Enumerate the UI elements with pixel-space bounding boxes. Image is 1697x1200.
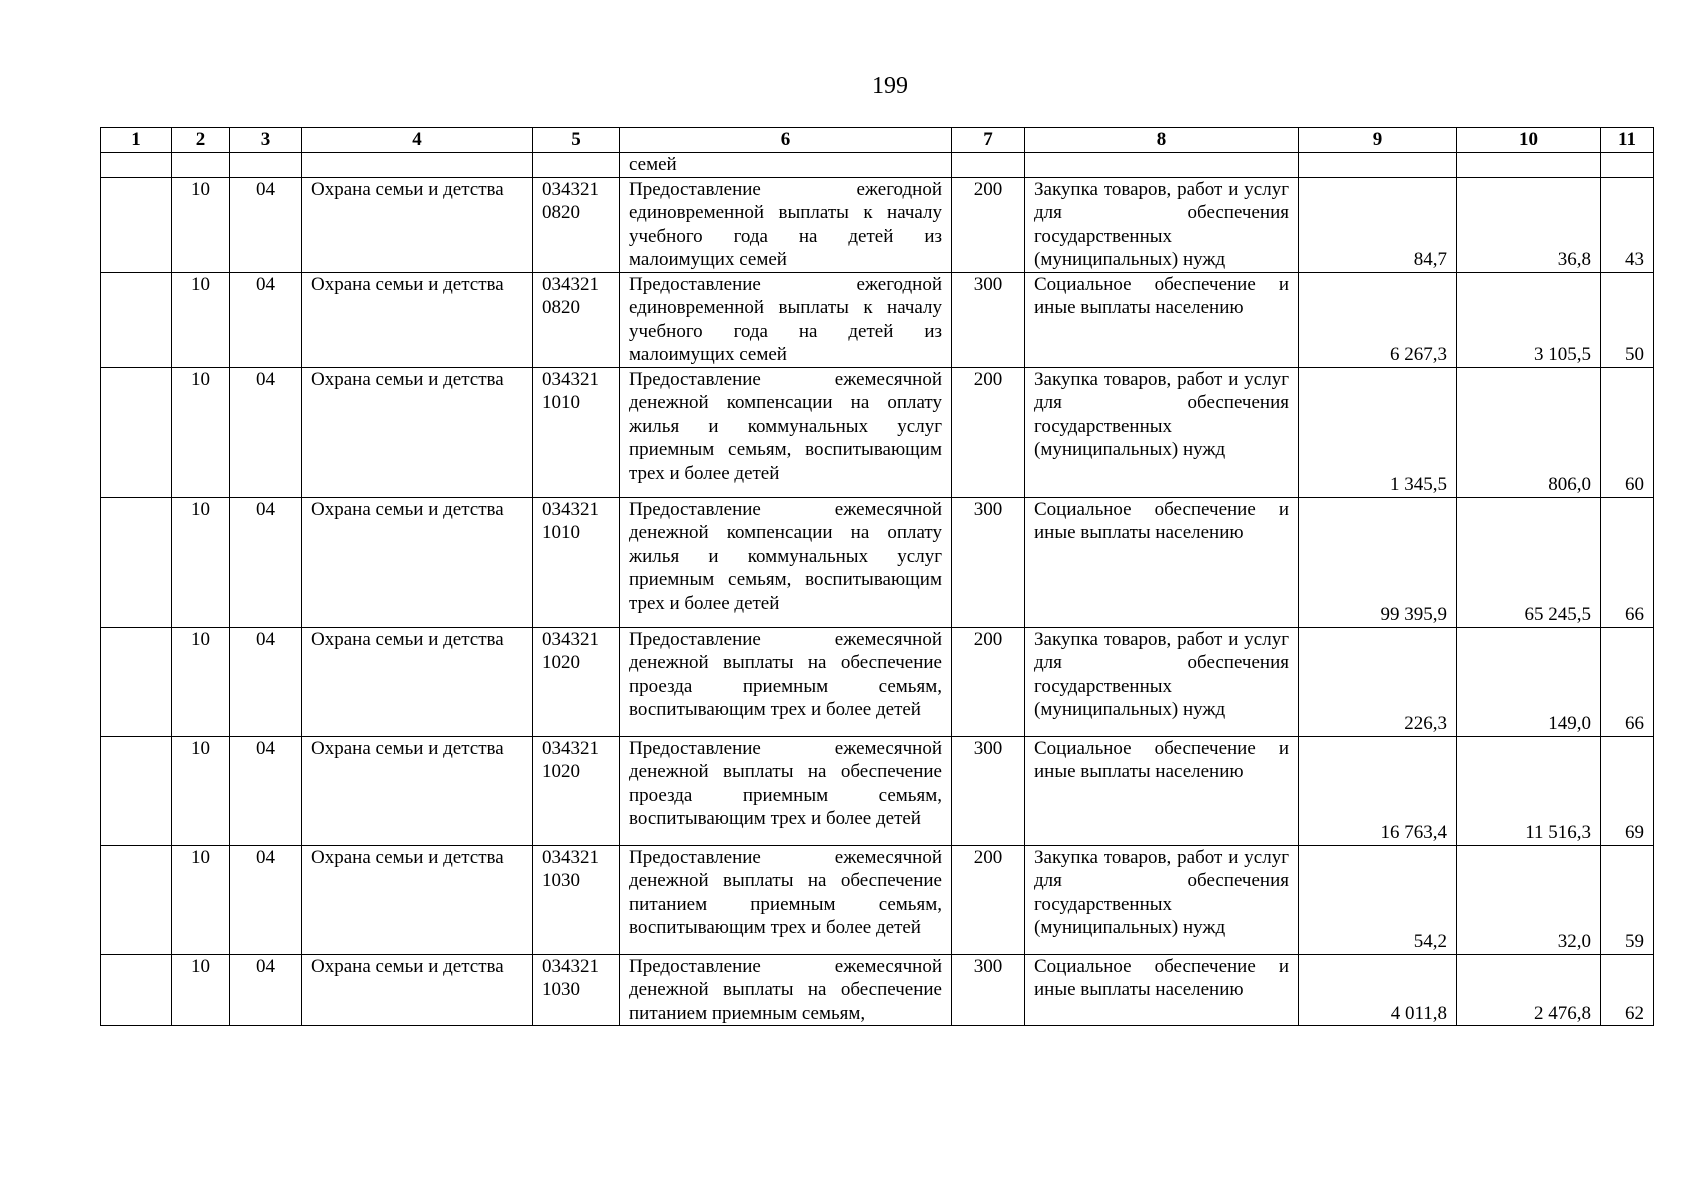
header-cell: 3	[230, 128, 302, 153]
table-row	[101, 177, 1654, 272]
table-row	[101, 627, 1654, 736]
actual-amount-cell: 32,0	[1457, 845, 1601, 954]
header-cell: 4	[302, 128, 533, 153]
target-article-cell: 034321 0820	[533, 177, 620, 272]
target-article-cell: 034321 1030	[533, 954, 620, 1026]
percent-cell: 62	[1601, 954, 1654, 1026]
header-cell: 10	[1457, 128, 1601, 153]
description-cell: Предоставление ежемесячной денежной выплаты на обеспечение питанием приемным семьям,	[620, 954, 952, 1026]
plan-amount-cell: 6 267,3	[1299, 272, 1457, 367]
plan-amount-cell: 1 345,5	[1299, 367, 1457, 497]
actual-amount-cell: 149,0	[1457, 627, 1601, 736]
subsection-code-cell: 04	[230, 177, 302, 272]
description-cell: Предоставление ежегодной единовременной выплаты к началу учебного года на детей из малоимущих семей	[620, 177, 952, 272]
subsection-code-cell: 04	[230, 736, 302, 845]
subsection-name-cell: Охрана семьи и детства	[302, 845, 533, 954]
section-code-cell: 10	[172, 627, 230, 736]
table-row	[101, 367, 1654, 497]
header-row	[101, 128, 1654, 153]
subsection-code-cell: 04	[230, 627, 302, 736]
subsection-code-cell: 04	[230, 497, 302, 627]
section-code-cell: 10	[172, 177, 230, 272]
page-number: 199	[872, 73, 908, 99]
plan-amount-cell: 54,2	[1299, 845, 1457, 954]
header-cell: 7	[952, 128, 1025, 153]
actual-amount-cell: 65 245,5	[1457, 497, 1601, 627]
section-code-cell: 10	[172, 845, 230, 954]
expense-type-name-cell: Закупка товаров, работ и услуг для обеспечения государственных (муниципальных) нужд	[1025, 367, 1299, 497]
table-row	[101, 736, 1654, 845]
description-cell: Предоставление ежегодной единовременной выплаты к началу учебного года на детей из малоимущих семей	[620, 272, 952, 367]
target-article-cell: 034321 1020	[533, 736, 620, 845]
subsection-name-cell: Охрана семьи и детства	[302, 954, 533, 1026]
budget-table	[100, 127, 1654, 1026]
expense-type-name-cell: Социальное обеспечение и иные выплаты населению	[1025, 954, 1299, 1026]
percent-cell: 43	[1601, 177, 1654, 272]
section-code-cell: 10	[172, 272, 230, 367]
subsection-name-cell: Охрана семьи и детства	[302, 367, 533, 497]
empty-cell	[101, 497, 172, 627]
subsection-code-cell: 04	[230, 845, 302, 954]
percent-cell: 59	[1601, 845, 1654, 954]
expense-type-name-cell: Социальное обеспечение и иные выплаты населению	[1025, 497, 1299, 627]
section-code-cell: 10	[172, 736, 230, 845]
subsection-name-cell: Охрана семьи и детства	[302, 627, 533, 736]
subsection-name-cell: Охрана семьи и детства	[302, 272, 533, 367]
target-article-cell: 034321 0820	[533, 272, 620, 367]
expense-type-code-cell: 300	[952, 736, 1025, 845]
actual-amount-cell: 3 105,5	[1457, 272, 1601, 367]
plan-amount-cell: 4 011,8	[1299, 954, 1457, 1026]
table-row	[101, 954, 1654, 1026]
section-code-cell: 10	[172, 497, 230, 627]
percent-cell: 60	[1601, 367, 1654, 497]
continuation-row	[101, 153, 1654, 178]
empty-cell	[101, 272, 172, 367]
subsection-name-cell: Охрана семьи и детства	[302, 497, 533, 627]
table-row	[101, 497, 1654, 627]
expense-type-name-cell: Социальное обеспечение и иные выплаты населению	[1025, 736, 1299, 845]
actual-amount-cell: 806,0	[1457, 367, 1601, 497]
percent-cell: 66	[1601, 627, 1654, 736]
header-cell: 1	[101, 128, 172, 153]
subsection-name-cell: Охрана семьи и детства	[302, 177, 533, 272]
expense-type-code-cell: 300	[952, 497, 1025, 627]
expense-type-code-cell: 200	[952, 627, 1025, 736]
empty-cell	[101, 736, 172, 845]
percent-cell: 50	[1601, 272, 1654, 367]
description-cell: Предоставление ежемесячной денежной выплаты на обеспечение проезда приемным семьям, воспитывающим трех и более детей	[620, 627, 952, 736]
expense-type-code-cell: 300	[952, 272, 1025, 367]
table-row	[101, 845, 1654, 954]
percent-cell: 69	[1601, 736, 1654, 845]
expense-type-code-cell: 200	[952, 367, 1025, 497]
header-cell: 8	[1025, 128, 1299, 153]
percent-cell: 66	[1601, 497, 1654, 627]
subsection-code-cell: 04	[230, 367, 302, 497]
header-cell: 5	[533, 128, 620, 153]
target-article-cell: 034321 1010	[533, 497, 620, 627]
expense-type-name-cell: Закупка товаров, работ и услуг для обеспечения государственных (муниципальных) нужд	[1025, 845, 1299, 954]
plan-amount-cell: 99 395,9	[1299, 497, 1457, 627]
target-article-cell: 034321 1010	[533, 367, 620, 497]
description-cell: семей	[620, 153, 952, 178]
header-cell: 9	[1299, 128, 1457, 153]
description-cell: Предоставление ежемесячной денежной выплаты на обеспечение проезда приемным семьям, воспитывающим трех и более детей	[620, 736, 952, 845]
plan-amount-cell: 16 763,4	[1299, 736, 1457, 845]
expense-type-name-cell: Закупка товаров, работ и услуг для обеспечения государственных (муниципальных) нужд	[1025, 177, 1299, 272]
header-cell: 11	[1601, 128, 1654, 153]
actual-amount-cell: 11 516,3	[1457, 736, 1601, 845]
target-article-cell: 034321 1030	[533, 845, 620, 954]
empty-cell	[101, 627, 172, 736]
subsection-name-cell: Охрана семьи и детства	[302, 736, 533, 845]
expense-type-name-cell: Социальное обеспечение и иные выплаты населению	[1025, 272, 1299, 367]
empty-cell	[101, 845, 172, 954]
actual-amount-cell: 36,8	[1457, 177, 1601, 272]
empty-cell	[101, 367, 172, 497]
section-code-cell: 10	[172, 954, 230, 1026]
expense-type-code-cell: 200	[952, 845, 1025, 954]
description-cell: Предоставление ежемесячной денежной выплаты на обеспечение питанием приемным семьям, воспитывающим трех и более детей	[620, 845, 952, 954]
description-cell: Предоставление ежемесячной денежной компенсации на оплату жилья и коммунальных услуг приемным семьям, воспитывающим трех и более детей	[620, 367, 952, 497]
expense-type-name-cell: Закупка товаров, работ и услуг для обеспечения государственных (муниципальных) нужд	[1025, 627, 1299, 736]
expense-type-code-cell: 200	[952, 177, 1025, 272]
empty-cell	[101, 177, 172, 272]
plan-amount-cell: 84,7	[1299, 177, 1457, 272]
actual-amount-cell: 2 476,8	[1457, 954, 1601, 1026]
expense-type-code-cell: 300	[952, 954, 1025, 1026]
description-cell: Предоставление ежемесячной денежной компенсации на оплату жилья и коммунальных услуг приемным семьям, воспитывающим трех и более детей	[620, 497, 952, 627]
section-code-cell: 10	[172, 367, 230, 497]
header-cell: 2	[172, 128, 230, 153]
plan-amount-cell: 226,3	[1299, 627, 1457, 736]
header-cell: 6	[620, 128, 952, 153]
table-row	[101, 272, 1654, 367]
subsection-code-cell: 04	[230, 272, 302, 367]
subsection-code-cell: 04	[230, 954, 302, 1026]
target-article-cell: 034321 1020	[533, 627, 620, 736]
empty-cell	[101, 954, 172, 1026]
